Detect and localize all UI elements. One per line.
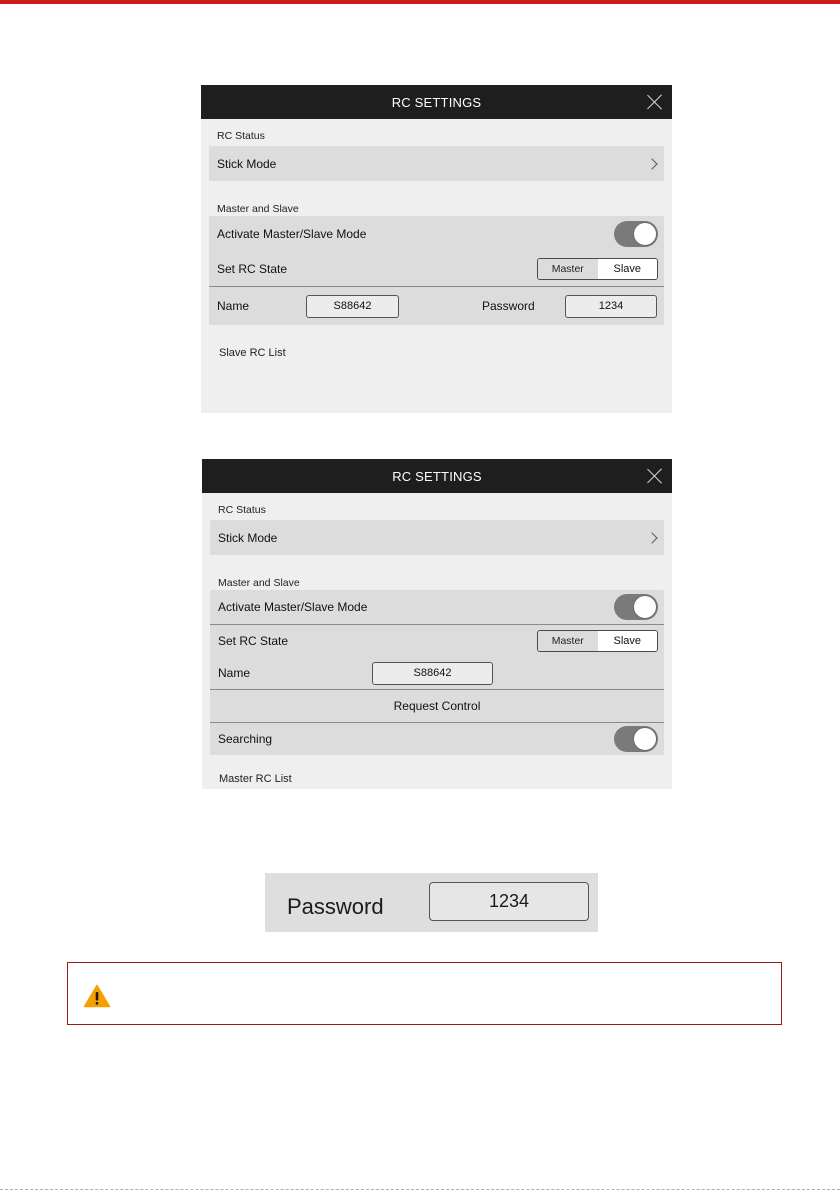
row-stick-mode[interactable] (209, 146, 664, 181)
panel-titlebar (201, 85, 672, 119)
bottom-dashed-rule (0, 1189, 840, 1190)
toggle-knob (633, 595, 657, 619)
panel-title: RC SETTINGS (392, 468, 482, 484)
seg-slave-option[interactable]: Slave (598, 259, 658, 279)
rc-settings-panel-master (201, 85, 672, 413)
searching-toggle[interactable] (614, 726, 658, 752)
toggle-knob (633, 222, 657, 246)
password-zoom-callout (265, 873, 598, 932)
slave-rc-list-label: Slave RC List (219, 347, 286, 359)
section-label-master-slave: Master and Slave (218, 577, 300, 589)
set-rc-state-label: Set RC State (217, 261, 288, 276)
group-rc-status (209, 146, 664, 181)
close-icon[interactable] (647, 94, 663, 110)
section-label-rc-status: RC Status (218, 504, 266, 516)
chevron-right-icon (646, 532, 657, 543)
seg-slave-option[interactable]: Slave (598, 631, 658, 651)
row-name-password (209, 287, 664, 325)
set-rc-state-label: Set RC State (218, 634, 289, 648)
zoom-password-label: Password (287, 894, 384, 919)
row-set-rc-state (209, 251, 664, 286)
name-label: Name (218, 666, 251, 680)
password-field[interactable]: 1234 (565, 295, 657, 318)
master-rc-list-label: Master RC List (219, 773, 292, 785)
section-label-rc-status: RC Status (217, 130, 265, 142)
warning-box (67, 962, 782, 1025)
row-activate-mode (210, 590, 664, 624)
rc-state-segmented-control (537, 630, 658, 652)
top-accent-rule (0, 0, 840, 4)
name-label: Name (217, 299, 250, 313)
row-request-control[interactable] (210, 690, 664, 722)
group-master-slave (210, 590, 664, 755)
request-control-button[interactable]: Request Control (393, 699, 481, 713)
stick-mode-label: Stick Mode (217, 156, 277, 171)
rc-settings-panel-slave (202, 459, 672, 789)
zoom-password-field[interactable]: 1234 (429, 882, 589, 921)
seg-master-option[interactable]: Master (538, 631, 598, 651)
rc-state-segmented-control (537, 258, 658, 280)
stick-mode-label: Stick Mode (218, 530, 278, 545)
panel-titlebar (202, 459, 672, 493)
toggle-knob (633, 727, 657, 751)
activate-mode-label: Activate Master/Slave Mode (217, 226, 367, 241)
group-rc-status (210, 520, 664, 555)
name-field[interactable]: S88642 (306, 295, 399, 318)
activate-mode-label: Activate Master/Slave Mode (218, 600, 368, 614)
password-label: Password (482, 299, 535, 313)
searching-label: Searching (218, 732, 273, 746)
activate-mode-toggle[interactable] (614, 594, 658, 620)
row-searching (210, 723, 664, 755)
row-name (210, 657, 664, 689)
panel-title: RC SETTINGS (391, 94, 482, 110)
row-set-rc-state (210, 625, 664, 657)
group-master-slave (209, 216, 664, 325)
chevron-right-icon (646, 158, 657, 169)
warning-icon (83, 984, 111, 1008)
close-icon[interactable] (647, 468, 663, 484)
activate-mode-toggle[interactable] (614, 221, 658, 247)
row-stick-mode[interactable] (210, 520, 664, 555)
seg-master-option[interactable]: Master (538, 259, 598, 279)
row-activate-mode (209, 216, 664, 251)
section-label-master-slave: Master and Slave (217, 203, 299, 215)
name-field[interactable]: S88642 (372, 662, 493, 685)
